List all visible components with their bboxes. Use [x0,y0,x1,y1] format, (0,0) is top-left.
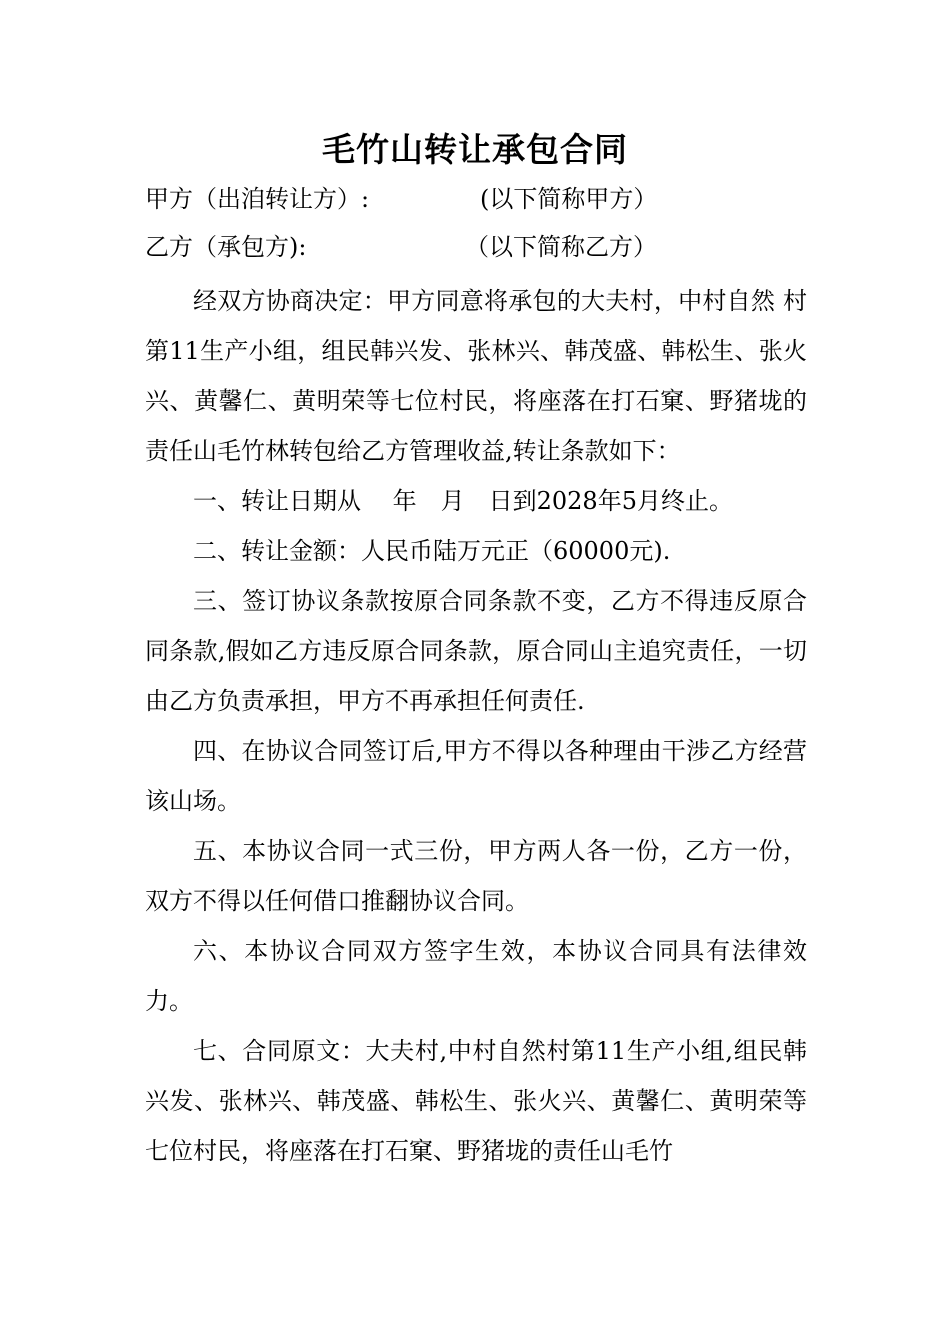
clause-3-original-terms: 三、签订协议条款按原合同条款不变，乙方不得违反原合同条款,假如乙方违反原合同条款，原合同山主追究责任，一切由乙方负责承担，甲方不再承担任何责任. [145,587,807,715]
clause-6-effectiveness: 六、本协议合同双方签字生效，本协议合同具有法律效力。 [145,937,807,1015]
clause-4-no-interference: 四、在协议合同签订后,甲方不得以各种理由干涉乙方经营该山场。 [145,737,807,815]
intro-paragraph: 经双方协商决定：甲方同意将承包的大夫村，中村自然 村第11生产小组，组民韩兴发、张林兴、韩茂盛、韩松生、张火兴、黄馨仁、黄明荣等七位村民，将座落在打石窠、野猪垅的责任山毛竹林转包给乙方管理收益,转让条款如下： [145,287,807,465]
party-b-label: 乙方（承包方): [145,233,307,261]
party-a-line [145,182,658,216]
party-a-note: (以下简称甲方） [480,185,658,213]
clause-1-transfer-date: 一、转让日期从 年 月 日到2028年5月终止。 [193,487,733,515]
clause-5-copies: 五、本协议合同一式三份，甲方两人各一份，乙方一份，双方不得以任何借口推翻协议合同。 [145,837,807,915]
party-a-label: 甲方（出洎转让方）: [145,185,370,213]
clause-7-original-text: 七、合同原文：大夫村,中村自然村第11生产小组,组民韩兴发、张林兴、韩茂盛、韩松生、张火兴、黄馨仁、黄明荣等七位村民，将座落在打石窠、野猪垅的责任山毛竹 [145,1037,807,1165]
party-b-note: （以下简称乙方） [465,233,657,261]
party-b-line [145,230,657,264]
contract-body [145,276,807,1176]
clause-2-transfer-amount: 二、转让金额：人民币陆万元正（60000元). [193,537,671,565]
document-title: 毛竹山转让承包合同 [322,130,628,169]
